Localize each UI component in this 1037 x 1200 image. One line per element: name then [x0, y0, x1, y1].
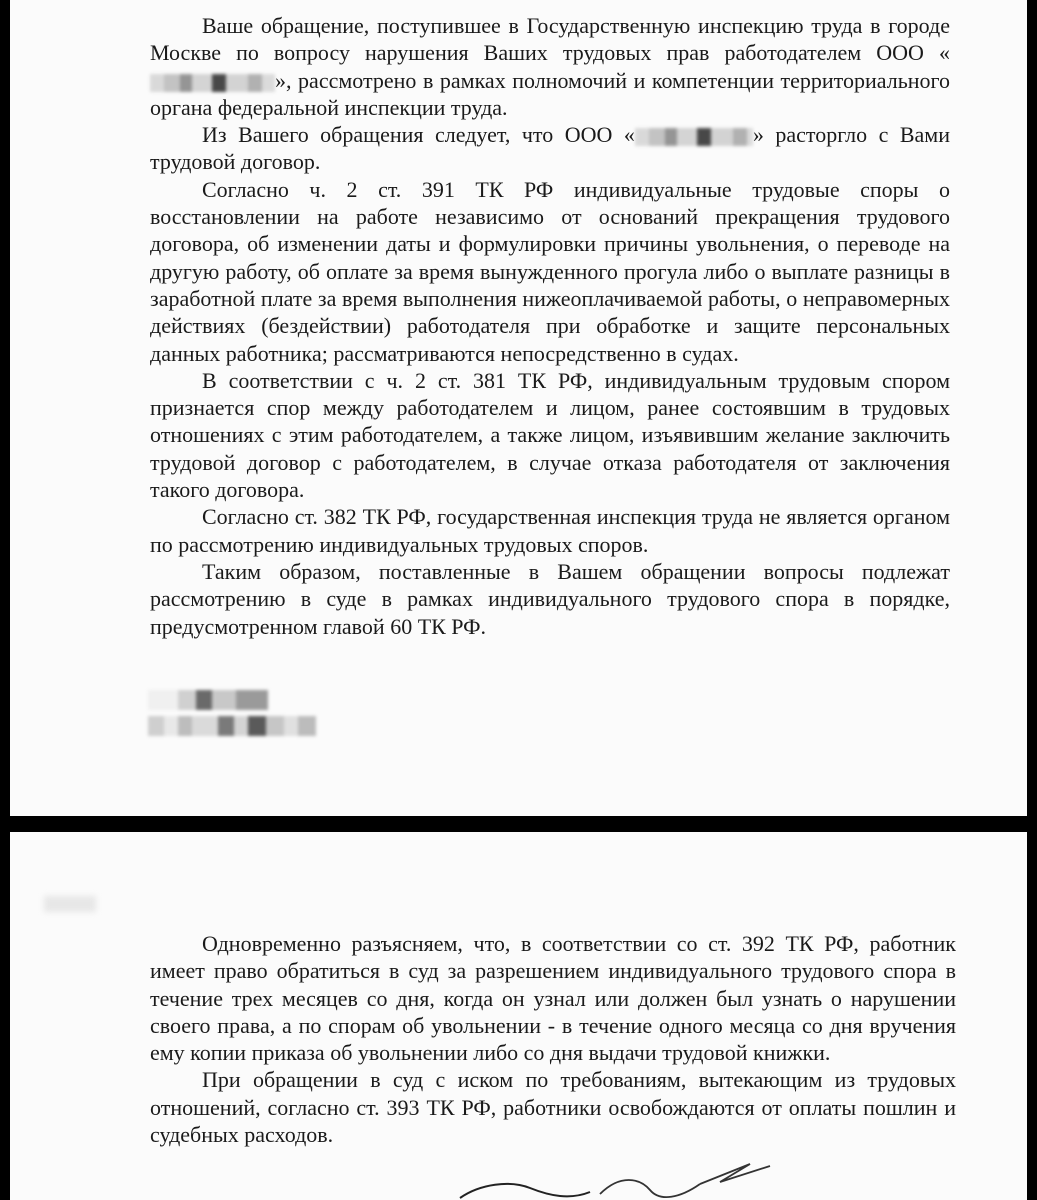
redacted-signatory-line-2	[148, 716, 316, 736]
redacted-company-name-2	[635, 128, 753, 146]
redacted-company-name	[150, 74, 275, 92]
paragraph-2: Из Вашего обращения следует, что ООО « » расторгло с Вами трудовой договор.	[150, 122, 950, 175]
paragraph-6: Таким образом, поставленные в Вашем обращении вопросы подлежат рассмотрению в суде в рамках индивидуального трудового спора в порядке, предусмотренном главой 60 ТК РФ.	[150, 558, 950, 639]
paragraph-7: Одновременно разъясняем, что, в соответствии со ст. 392 ТК РФ, работник имеет право обратиться в суд за разрешением индивидуального трудового спора в течение трех месяцев со дня, когда он узнал или должен был узнать о нарушении своего права, а по спорам об увольнении - в течение одного месяца со дня вручения ему копии приказа об увольнении либо со дня выдачи трудовой книжки.	[150, 931, 956, 1066]
document-page-1	[10, 0, 1027, 816]
page2-body	[150, 930, 956, 1148]
document-page-2	[10, 832, 1027, 1200]
paragraph-4: В соответствии с ч. 2 ст. 381 ТК РФ, индивидуальным трудовым спором признается спор между работодателем и лицом, ранее состоявшим в трудовых отношениях с этим работодателем, а также лицом, изъявившим желание заключить трудовой договор с работодателем, в случае отказа работодателя от заключения такого договора.	[150, 367, 950, 503]
paragraph-5: Согласно ст. 382 ТК РФ, государственная инспекция труда не является органом по рассмотрению индивидуальных трудовых споров.	[150, 504, 950, 557]
paragraph-8: При обращении в суд с иском по требованиям, вытекающим из трудовых отношений, согласно ст. 393 ТК РФ, работники освобождаются от оплаты пошлин и судебных расходов.	[150, 1067, 956, 1148]
page1-body	[150, 12, 950, 640]
handwritten-signature	[450, 1154, 780, 1200]
paragraph-1: Ваше обращение, поступившее в Государственную инспекцию труда в городе Москве по вопросу нарушения Ваших трудовых прав работодателем ООО «», рассмотрено в рамках полномочий и компетенции территориального органа федеральной инспекции труда.	[150, 13, 950, 120]
faded-header-mark	[44, 896, 96, 912]
redacted-signatory-line-1	[148, 690, 268, 710]
paragraph-3: Согласно ч. 2 ст. 391 ТК РФ индивидуальные трудовые споры о восстановлении на работе независимо от оснований прекращения трудового договора, об изменении даты и формулировки причины увольнения, о переводе на другую работу, об оплате за время вынужденного прогула либо о выплате разницы в заработной плате за время выполнения нижеоплачиваемой работы, о неправомерных действиях (бездействии) работодателя при обработке и защите персональных данных работника; рассматриваются непосредственно в судах.	[150, 176, 950, 366]
